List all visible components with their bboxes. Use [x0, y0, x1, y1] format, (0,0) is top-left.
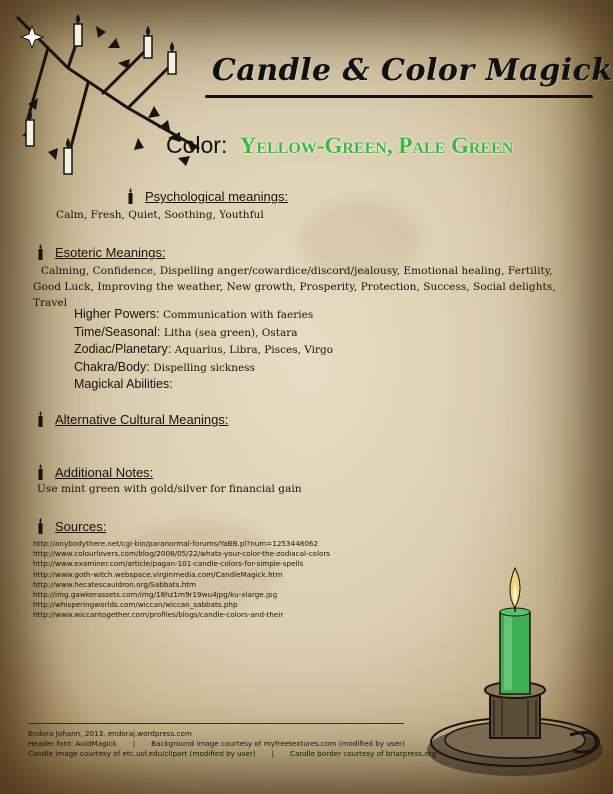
candle-bullet-icon [126, 188, 135, 204]
source-link[interactable]: http://www.goth-witch.webspace.virginmedia.com/CandleMagick.htm [33, 569, 283, 579]
alternative-heading-text: Alternative Cultural Meanings: [55, 412, 229, 427]
green-candle-illustration [420, 560, 610, 790]
color-value: Yellow-Green, Pale Green [239, 133, 514, 158]
psychological-heading [126, 188, 288, 204]
source-link[interactable]: http://anybodythere.net/cgi-bin/paranormal-forums/YaBB.pl?num=1253448062 [33, 539, 319, 548]
attribute-list [74, 306, 333, 394]
source-link[interactable]: http://www.colourlovers.com/blog/2008/05/22/whats-your-color-the-zodiacal-colors [33, 549, 331, 559]
notes-heading [36, 464, 153, 480]
attribute-row: Magickal Abilities: [74, 377, 173, 391]
footer-credit-line: Header font: AuldMagick | Background image courtesy of myfreetextures.com (modified by user) [28, 739, 405, 748]
footer-credit-line: Candle image courtesy of etc.usf.edu/clipart (modified by user) | Candle border courtesy of briarpress.org [28, 749, 437, 758]
candle-bullet-icon [36, 411, 45, 427]
footer-divider [28, 723, 404, 724]
alternative-section [36, 411, 228, 427]
title-divider [205, 95, 593, 98]
esoteric-text: Calming, Confidence, Dispelling anger/cowardice/discord/jealousy, Emotional healing, Fertility, Good Luck, Improving the weather, New growth, Prosperity, Protection, Success, Social delights, Travel [33, 265, 556, 309]
alternative-heading [36, 411, 228, 427]
footer-author: Endora Johann, 2013. endoraj.wordpress.com [28, 729, 192, 738]
footer-credits [28, 729, 436, 759]
sources-list [33, 539, 330, 621]
attribute-row: Zodiac/Planetary: Aquarius, Libra, Pisces, Virgo [74, 342, 334, 356]
attribute-row: Chakra/Body: Dispelling sickness [74, 359, 255, 374]
notes-section [36, 464, 153, 480]
attribute-row: Higher Powers: Communication with faeries [74, 307, 314, 321]
source-link[interactable]: http://www.hecatescauldron.org/Sabbats.htm [33, 579, 197, 589]
psychological-text: Calm, Fresh, Quiet, Soothing, Youthful [56, 209, 264, 221]
esoteric-section [36, 244, 166, 260]
sources-heading-text: Sources: [55, 519, 107, 534]
source-link[interactable]: http://img.gawkerassets.com/img/18hz1m9r19wu4jpg/ku-xlarge.jpg [33, 590, 278, 600]
notes-text: Use mint green with gold/silver for financial gain [37, 483, 302, 495]
esoteric-heading-text: Esoteric Meanings: [55, 245, 166, 260]
color-heading [166, 132, 513, 159]
source-link[interactable]: http://whisperingworlds.com/wiccan/wiccan_sabbats.php [33, 600, 238, 610]
candle-bullet-icon [36, 244, 45, 260]
sources-section [36, 518, 106, 534]
attribute-row: Time/Seasonal: Litha (sea green), Ostara [74, 324, 298, 339]
psychological-section [126, 188, 288, 204]
psychological-heading-text: Psychological meanings: [145, 189, 289, 204]
candle-bullet-icon [36, 518, 45, 534]
sources-heading [36, 518, 106, 534]
notes-heading-text: Additional Notes: [55, 465, 154, 480]
page-title: Candle & Color Magick [212, 53, 613, 88]
candle-bullet-icon [36, 464, 45, 480]
color-label: Color: [166, 132, 228, 158]
esoteric-heading [36, 244, 166, 260]
source-link[interactable]: http://www.examiner.com/article/pagan-101-candle-colors-for-simple-spells [33, 559, 304, 569]
candle-branch-border-icon [8, 8, 208, 188]
source-link[interactable]: http://www.wiccantogether.com/profiles/blogs/candle-colors-and-their [33, 610, 284, 620]
